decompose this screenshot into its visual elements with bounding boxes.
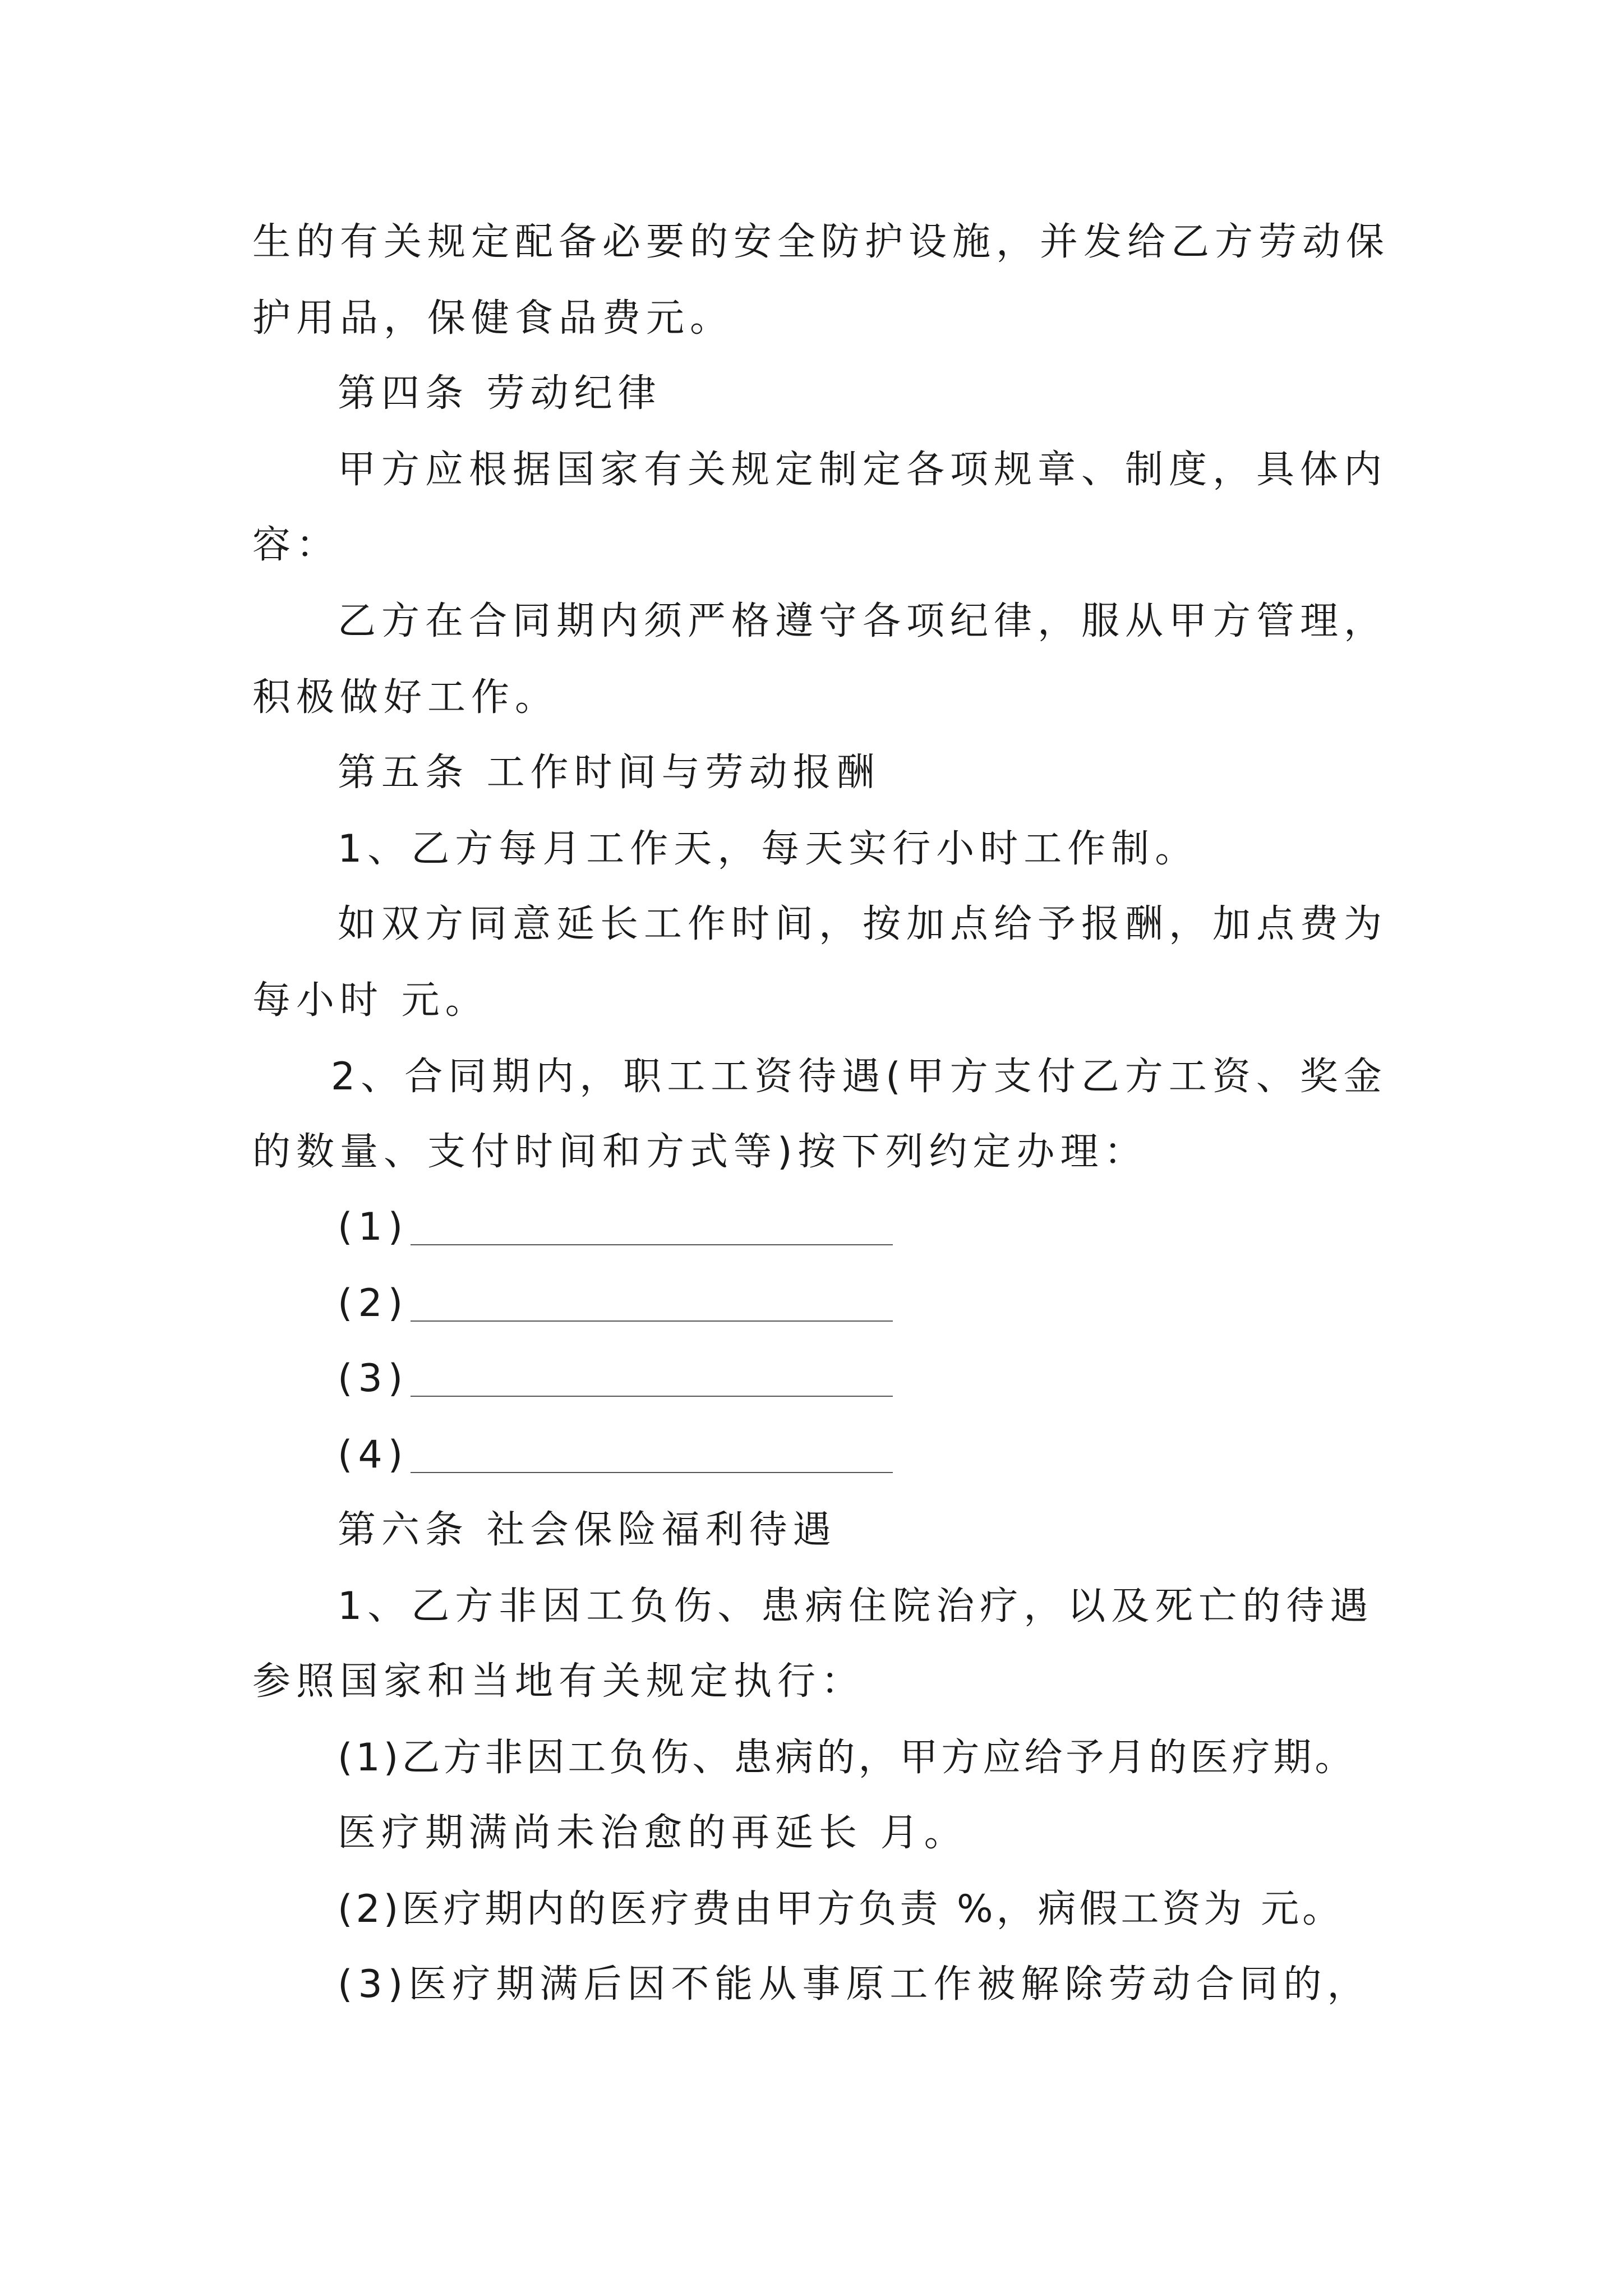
text-line: 医疗期满尚未治愈的再延长 月。 xyxy=(338,1811,968,1855)
item-label: (2) xyxy=(338,1281,409,1326)
text-line: 甲方应根据国家有关规定制定各项规章、制度，具体内 xyxy=(338,448,1388,492)
text-line: 生的有关规定配备必要的安全防护设施，并发给乙方劳动保 xyxy=(252,220,1390,264)
text-line: 容： xyxy=(252,523,340,567)
text-line: 积极做好工作。 xyxy=(252,675,559,720)
text-line: 1、乙方每月工作天，每天实行小时工作制。 xyxy=(338,827,1199,871)
text-line: 的数量、支付时间和方式等)按下列约定办理： xyxy=(252,1130,1148,1174)
text-line: 参照国家和当地有关规定执行： xyxy=(252,1659,865,1704)
section-heading: 第四条 劳动纪律 xyxy=(338,371,662,416)
text-line: (2)医疗期内的医疗费由甲方负责 %，病假工资为 元。 xyxy=(338,1887,1344,1931)
blank-item xyxy=(338,1433,893,1477)
text-line: 1、乙方非因工负伤、患病住院治疗，以及死亡的待遇 xyxy=(338,1584,1374,1628)
text-line: 护用品，保健食品费元。 xyxy=(252,296,734,341)
section-heading: 第五条 工作时间与劳动报酬 xyxy=(338,751,880,795)
item-label: (4) xyxy=(338,1433,409,1477)
text-line: (3)医疗期满后因不能从事原工作被解除劳动合同的， xyxy=(338,1962,1371,2007)
fill-in-blank xyxy=(411,1320,893,1322)
fill-in-blank xyxy=(411,1244,893,1245)
text-line: 每小时 元。 xyxy=(252,978,489,1023)
section-heading: 第六条 社会保险福利待遇 xyxy=(338,1508,837,1552)
blank-item xyxy=(338,1205,893,1249)
text-line: 如双方同意延长工作时间，按加点给予报酬，加点费为 xyxy=(338,902,1388,946)
text-line: 2、合同期内，职工工资待遇(甲方支付乙方工资、奖金 xyxy=(331,1055,1387,1099)
fill-in-blank xyxy=(411,1396,893,1397)
blank-item xyxy=(338,1356,893,1401)
text-line: 乙方在合同期内须严格遵守各项纪律，服从甲方管理， xyxy=(338,599,1388,643)
item-label: (1) xyxy=(338,1205,409,1249)
item-label: (3) xyxy=(338,1356,409,1401)
text-line: (1)乙方非因工负伤、患病的，甲方应给予月的医疗期。 xyxy=(338,1736,1357,1780)
fill-in-blank xyxy=(411,1472,893,1473)
blank-item xyxy=(338,1281,893,1326)
